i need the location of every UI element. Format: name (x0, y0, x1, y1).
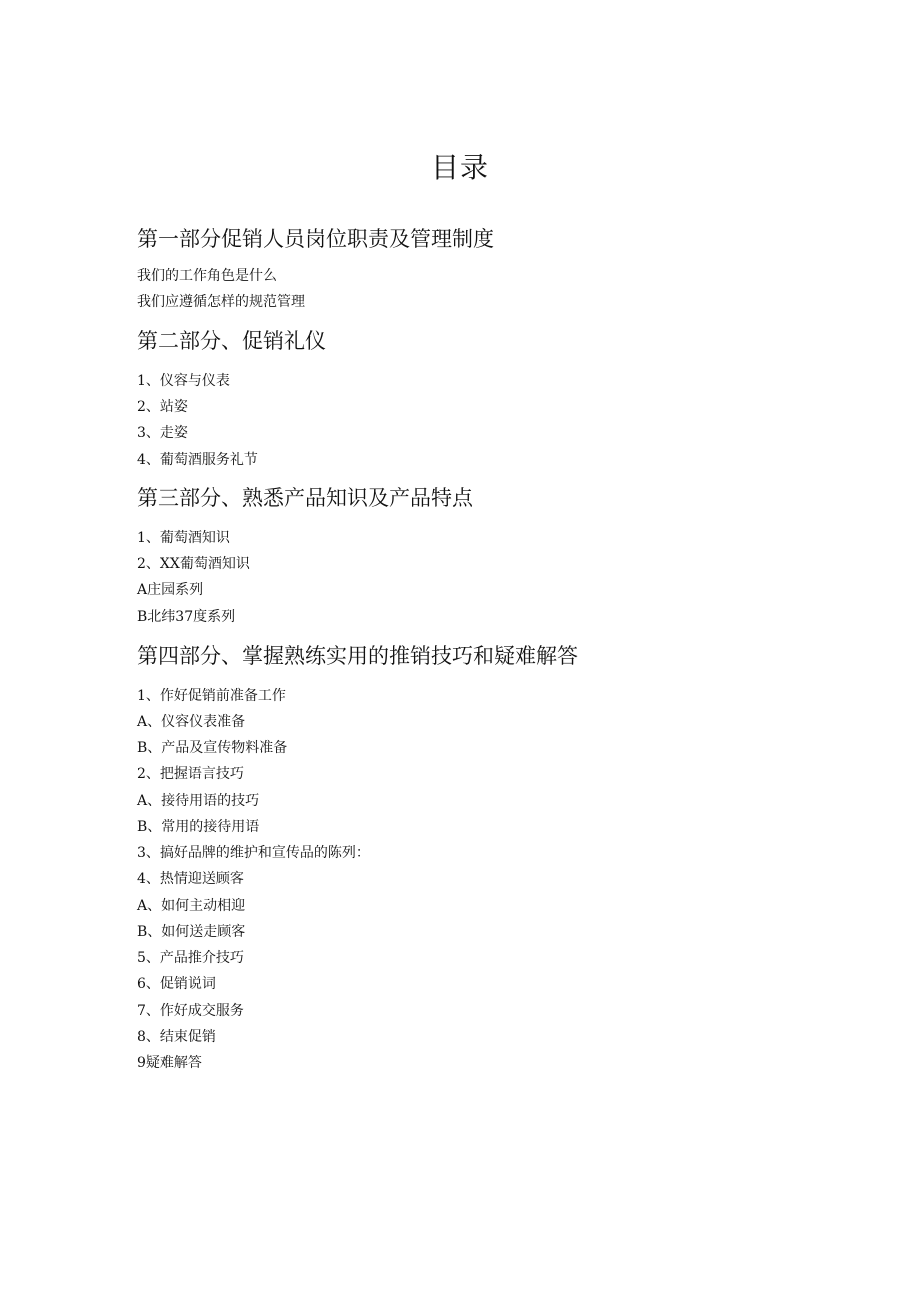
toc-item: B、产品及宣传物料准备 (137, 740, 288, 756)
toc-item: 2、XX葡萄酒知识 (137, 556, 250, 572)
toc-item: 我们的工作角色是什么 (137, 268, 277, 284)
toc-item: 4、葡萄酒服务礼节 (137, 452, 258, 468)
section-heading-4: 第四部分、掌握熟练实用的推销技巧和疑难解答 (137, 644, 578, 668)
toc-item: 6、促销说词 (137, 976, 216, 992)
toc-item: A庄园系列 (137, 582, 204, 598)
toc-item: 2、把握语言技巧 (137, 766, 244, 782)
toc-item: A、接待用语的技巧 (137, 793, 260, 809)
toc-item: 1、作好促销前准备工作 (137, 688, 286, 704)
toc-item: A、仪容仪表准备 (137, 714, 246, 730)
toc-item: 我们应遵循怎样的规范管理 (137, 294, 305, 310)
toc-item: 5、产品推介技巧 (137, 950, 244, 966)
toc-item: 7、作好成交服务 (137, 1003, 244, 1019)
toc-item: A、如何主动相迎 (137, 898, 246, 914)
toc-item: 8、结束促销 (137, 1029, 216, 1045)
toc-item: 4、热情迎送顾客 (137, 871, 244, 887)
toc-item: 3、走姿 (137, 425, 188, 441)
toc-item: 9疑难解答 (137, 1055, 202, 1071)
toc-item: 3、搞好品牌的维护和宣传品的陈列： (137, 845, 370, 861)
section-heading-3: 第三部分、熟悉产品知识及产品特点 (137, 486, 473, 510)
toc-item: B、如何送走顾客 (137, 924, 246, 940)
toc-item: 1、仪容与仪表 (137, 373, 230, 389)
toc-item: B、常用的接待用语 (137, 819, 260, 835)
toc-item: 1、葡萄酒知识 (137, 530, 230, 546)
toc-item: B北纬37度系列 (137, 609, 236, 625)
toc-title: 目录 (430, 151, 489, 184)
toc-item: 2、站姿 (137, 399, 188, 415)
section-heading-1: 第一部分促销人员岗位职责及管理制度 (137, 227, 494, 251)
section-heading-2: 第二部分、促销礼仪 (137, 329, 326, 353)
